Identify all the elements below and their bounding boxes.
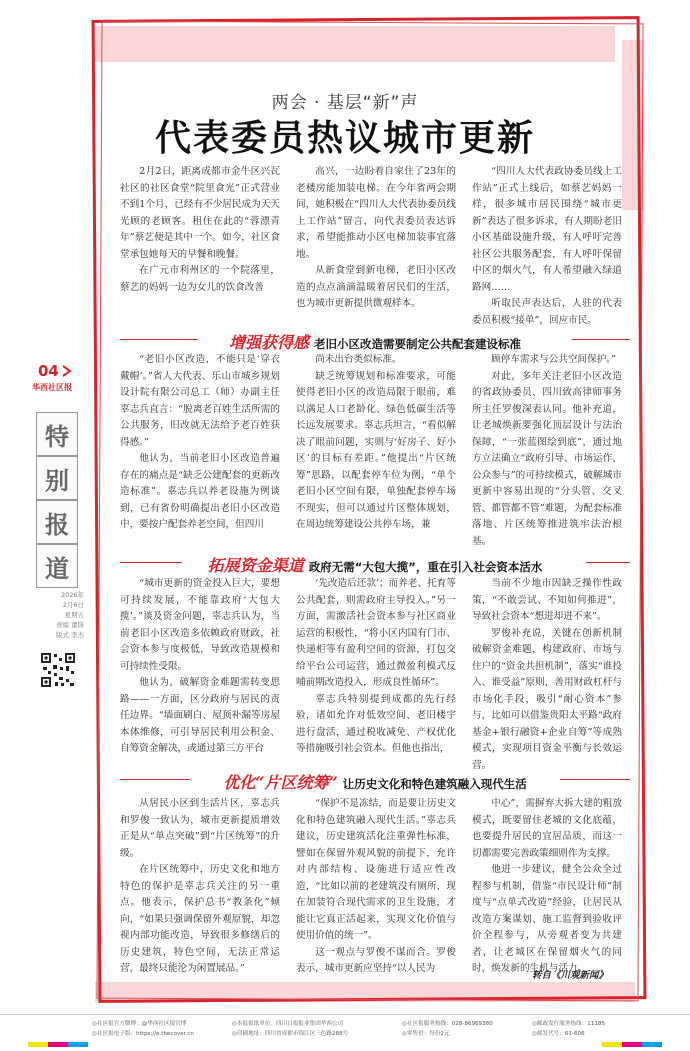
paragraph: 从新食堂到新电梯，老旧小区改造的点点滴滴温暖着居民们的生活，也为城市更新提供微观样本。 <box>296 265 456 309</box>
section-char-3: 报 <box>36 500 78 544</box>
issue-year: 2026年 <box>60 591 84 599</box>
section-title: 让历史文化和特色建筑融入现代生活 <box>342 777 527 791</box>
paragraph: 这一观点与罗俊不谋而合。罗俊表示，城市更新应坚持“以人民为 <box>296 946 456 974</box>
section-3-column-1 <box>120 796 280 978</box>
qr-code[interactable] <box>40 652 76 688</box>
article-kicker: 两会 · 基层“新”声 <box>271 93 419 113</box>
paragraph: “城市更新的资金投入巨大，要想可持续发展，不能靠政府‘大包大揽’。”谈及资金问题，辜志兵认为，当前老旧小区改造多依赖政府财政，社会资本参与度极低，导致改造规模和可持续性受限。 <box>120 578 280 672</box>
source-attribution: 转自《川观新闻》 <box>531 970 608 981</box>
paragraph: 在片区统筹中，历史文化和地方特色的保护是辜志兵关注的另一重点。他表示，保护总书“教条化”倾向，“如果只强调保留外观原貌，却忽视内部功能改造，导致很多修缮后的历史建筑，特色空间，无法正常运营，最终只能沦为闲置展品。” <box>120 864 280 974</box>
heading-rule-left <box>120 562 182 563</box>
section-2-column-2 <box>296 576 456 758</box>
section-2-column-1 <box>120 576 280 758</box>
issue-meta <box>30 590 84 640</box>
color-bar-cyan <box>68 1042 88 1047</box>
intro-column-2 <box>296 164 456 313</box>
footer-weibo: ◎社区报官方微博：@华西社区报官博 <box>92 1021 187 1027</box>
paragraph: 在广元市利州区的一个院落里，蔡艺的妈妈一边为女儿的饮食改善 <box>120 265 280 293</box>
section-title: 政府无需“大包大揽”，重在引入社会资本活水 <box>308 560 543 574</box>
issue-date: 2月6日 <box>62 601 84 609</box>
paragraph: 罗俊补充说，关键在创新机制破解资金难题，构建政府、市场与住户的“资金共担机制”，落实“谁投入、谁受益”原则，善用财政杠杆与市场化手段，吸引“耐心资本”参与，比如可以借鉴贵阳太平路“政府基金+银行融资+企业自筹”等成熟模式，实现项目资金平衡与长效运营。 <box>472 627 622 771</box>
paragraph: 尚未出台类似标准。 <box>315 354 402 365</box>
footer-price: ◎零售价：每份2元 <box>402 1031 450 1037</box>
paragraph: 中心”，需摒弃大拆大建的粗放模式，既要留住老城的文化底蕴，也要提升居民的宜居品质，而这一切都需要完善政策细则作为支撑。 <box>472 798 622 859</box>
color-bar-yellow <box>28 1042 48 1047</box>
paragraph: 2月2日，距离成都市金牛区兴瓦社区的社区食堂“院里食光”正式营业不到1个月，已经有不少居民成为天天光顾的老顾客。租住在此的“蓉漂青年”蔡艺便是其中一个。如今，社区食堂承包她每天的早餐和晚餐。 <box>120 166 280 260</box>
paragraph: 当前不少地市因缺乏操作性政策，“不敢尝试、不知如何推进”，导致社会资本“想进却进不来”。 <box>472 578 622 622</box>
intro-column-3 <box>472 164 622 329</box>
section-heading-2 <box>120 553 630 576</box>
heading-rule-right <box>586 562 630 563</box>
issue-layout: 版式 李杰 <box>55 631 84 639</box>
paragraph: 他认为，破解资金难题需转变思路——一方面，区分政府与居民的责任边界。“墙面刷白、屋顶补漏等房屋本体维修，可引导居民利用公积金、自筹资金解决，或通过第三方平台 <box>120 677 280 754</box>
paragraph: 顾停车需求与公共空间保护。” <box>491 354 617 365</box>
color-bar-yellow-right <box>602 1042 622 1047</box>
intro-column-1 <box>120 164 280 296</box>
paragraph: 从居民小区到生活片区，辜志兵和罗俊一致认为，城市更新提质增效正是从“单点突破”到“片区统筹”的升级。 <box>120 798 280 859</box>
heading-rule-right <box>572 339 630 340</box>
heading-rule-left <box>120 779 190 780</box>
paragraph: “四川人大代表政协委员线上工作站”正式上线后，如蔡艺妈妈一样，很多城市居民围绕“城市更新”表达了很多诉求，有人期盼老旧小区基础设施升级，有人呼吁完善社区公共服务配套，有人呼吁保留中区的烟火气，有人希望融入绿道路网…… <box>472 166 622 293</box>
footer-postal-hotline: ◎邮政发行服务热线：11185 <box>532 1021 606 1027</box>
section-heading-3 <box>120 770 630 793</box>
paragraph: ‘先改造后还款’；而养老、托育等公共配套，则需政府主导投入。”另一方面，需激活社会资本参与社区商业运营的积极性，“将小区内国有门市、快递柜等有盈利空间的资源，打包交给平台公司运营，通过微盈利模式反哺前期改造投入，形成良性循环”。 <box>296 578 456 688</box>
paragraph: 高兴，一边盼着自家住了23年的老楼房能加装电梯。在今年省两会期间，她积极在“四川人大代表协委员线上工作站”留言，向代表委员表达诉求，希望能推动小区电梯加装事宜落地。 <box>296 166 456 260</box>
section-char-2: 别 <box>36 456 78 500</box>
paragraph: “保护不是冻结，而是要让历史文化和特色建筑融入现代生活。”辜志兵建议，历史建筑活化注重弹性标准，譬如在保留外观风貌的前提下，允许对内部结构、设施进行适应性改造，“比如以前的老建筑没有厕所，现在加装符合现代需求的卫生设施，才能让它真正活起来，实现文化价值与使用价值的统一”。 <box>296 798 456 941</box>
paragraph: 他进一步建议，健全公众全过程参与机制，借鉴“市民设计师”制度与“点单式改造”经验，让居民从改造方案谋划、施工监督到验收评价全程参与，从旁观者变为共建者，让老城区在保留烟火气的同时，焕发新的生机与活力。 <box>472 864 622 974</box>
footer-epaper[interactable]: ◎社区报电子版：https://e.thecover.cn <box>92 1031 194 1037</box>
section-3-column-2 <box>296 796 456 978</box>
section-char-4: 道 <box>36 544 78 588</box>
color-bar-magenta <box>48 1042 68 1047</box>
chevron-right-icon <box>60 364 74 378</box>
section-1-column-1 <box>120 352 280 534</box>
section-lead: 增强获得感 <box>228 333 309 352</box>
footer-publisher: ◎本报报纸单位：四川日报报业集团华西公司 <box>232 1021 344 1027</box>
section-1-column-2 <box>296 352 456 534</box>
paragraph: 听取民声表达后，人驻的代表委员积极“接单”，回应市民。 <box>472 298 622 326</box>
section-lead: 优化“片区统筹” <box>223 773 338 792</box>
paragraph: “老旧小区改造，不能只是‘穿衣戴帽’。”省人大代表、乐山市城乡规划设计院有限公司总工（师）办副主任辜志兵直言：“脱离老百姓生活所需的公共服务，旧改就无法给予老百姓获得感。” <box>120 354 280 448</box>
issue-weekday: 星期五 <box>64 611 84 619</box>
section-lead: 拓展资金渠道 <box>207 556 304 575</box>
paragraph: 对此，多年关注老旧小区改造的省政协委员、四川致高律师事务所主任罗俊深表认同。他补充道，让老城焕新要强化顶层设计与法治保障，“一张蓝图绘到底”，通过地方立法确立“政府引导、市场运作、公众参与”的可持续模式，破解城市更新中容易出现的“分头管、交叉管、都管都不管”难题，为配套标准落地、片区统筹推进筑牢法治根基。 <box>472 370 622 547</box>
heading-rule-right <box>560 779 630 780</box>
section-3-column-3 <box>472 796 622 978</box>
footer-print-address: ◎印刷地址：四川省成都市锦江区三色路288号 <box>232 1031 349 1037</box>
color-bar-cyan-right <box>642 1042 662 1047</box>
paragraph: 他认为，当前老旧小区改造普遍存在的痛点是“缺乏公建配套的更新改造标准”。辜志兵以养老设施为例谈到，已有省份明确提出老旧小区改造中，要按户配套养老空间，但四川 <box>120 453 280 530</box>
page-number: 04 <box>38 362 59 380</box>
brand-name: 华西社区报 <box>32 383 72 392</box>
heading-rule-left <box>120 339 198 340</box>
section-1-column-3 <box>472 352 622 550</box>
paragraph: 缺乏统筹规划和标准要求，可能使得老旧小区的改造局限于眼前，难以满足人口老龄化、绿色低碳生活等长远发展要求。辜志兵坦言，“看似解决了眼前问题，实则与‘好房子、好小区’的目标有差距。”他提出“片区统筹”思路，以配套停车位为例，“单个老旧小区空间有限，单独配套停车场不现实，但可以通过片区整体规划，在周边统筹建设公共停车场，兼 <box>296 370 456 530</box>
footer-hotline: ◎社区报服务热线：028-86969380 <box>402 1021 493 1027</box>
color-bar-magenta-right <box>622 1042 642 1047</box>
issue-editor: 责编 董锋 <box>55 621 84 629</box>
page-footer <box>0 1014 690 1051</box>
section-title: 老旧小区改造需要制定公共配套建设标准 <box>314 337 522 351</box>
section-2-column-3 <box>472 576 622 774</box>
section-heading-1 <box>120 330 630 353</box>
section-char-1: 特 <box>36 412 78 456</box>
paragraph: 辜志兵特别提到成都的先行经验，诸如允许对低效空间、老旧楼宇进行盘活，通过税收减免、产权优化等措施吸引社会资本。但他也指出， <box>296 693 456 754</box>
article-headline: 代表委员热议城市更新 <box>154 118 535 159</box>
footer-postal-code: ◎邮发代号：61-606 <box>532 1031 585 1037</box>
